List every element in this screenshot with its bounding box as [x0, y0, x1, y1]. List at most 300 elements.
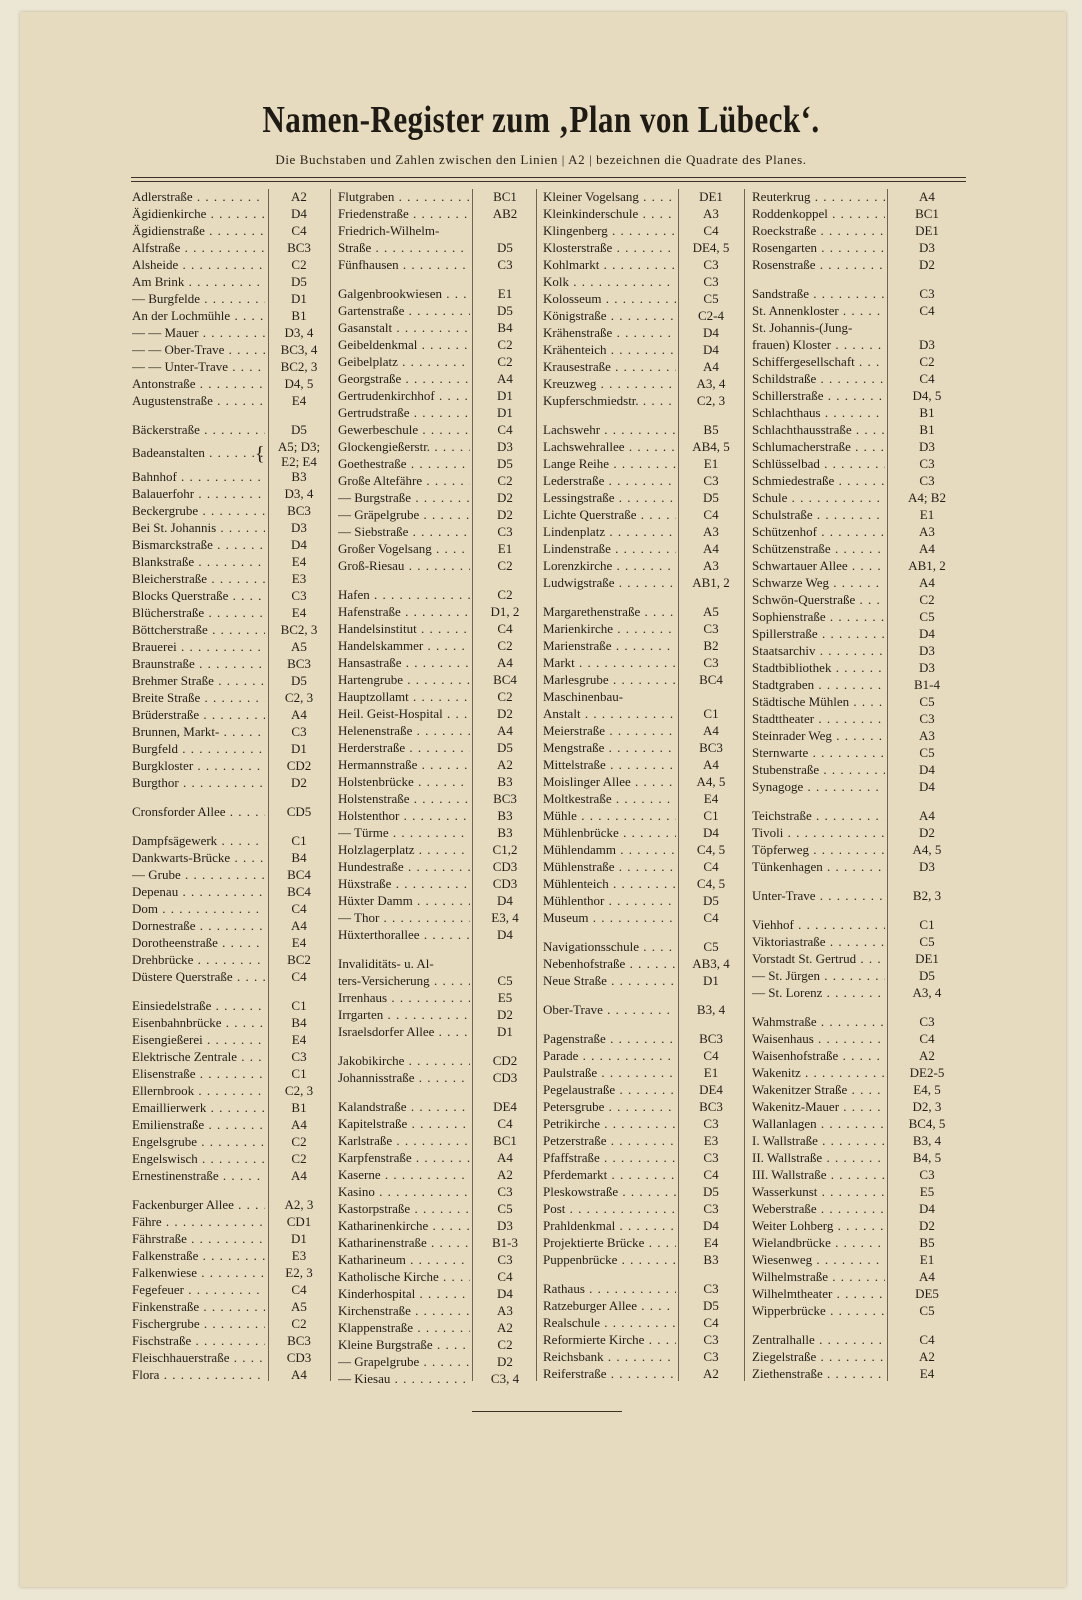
entry-name: Blücherstraße . . . [132, 605, 265, 621]
entry-grid-code: C2, 3 [696, 393, 726, 408]
entry-name: Reuterkrug . . . [752, 189, 885, 205]
entry-name: — Siebstraße . . . [338, 524, 470, 540]
entry-name: Mühlendamm . . . [543, 842, 676, 858]
entry-name: Sternwarte . . . [752, 745, 885, 761]
register-entry [752, 507, 966, 524]
register-entry [132, 469, 322, 486]
register-entry [752, 934, 966, 951]
register-entry [752, 541, 966, 558]
register-entry [338, 1133, 528, 1150]
entry-name: Kaserne . . . [338, 1167, 470, 1183]
entry-name: I. Wallstraße . . . [752, 1133, 885, 1149]
entry-grid-code: D4 [291, 206, 307, 221]
entry-name: Lindenstraße . . . [543, 541, 676, 557]
entry-grid-code: C3 [703, 1150, 719, 1165]
register-entry [752, 286, 966, 303]
entry-grid-code: B1 [291, 1100, 307, 1115]
entry-grid-code: BC4, 5 [908, 1116, 946, 1131]
entry-name: Irrenhaus . . . [338, 990, 470, 1006]
register-entry [132, 588, 322, 605]
register-entry [752, 694, 966, 711]
entry-name: Fackenburger Allee . . . [132, 1197, 265, 1213]
register-entry [132, 325, 322, 342]
entry-grid-code: D3, 4 [284, 325, 314, 340]
register-entry [752, 677, 966, 694]
register-entry [752, 660, 966, 677]
entry-name: Dom . . . [132, 901, 265, 917]
entry-name: Fischergrube . . . [132, 1316, 265, 1332]
register-entry [338, 1320, 528, 1337]
entry-grid-code: A2 [919, 1349, 935, 1364]
entry-grid-code: BC3 [699, 1031, 723, 1046]
entry-grid-code: BC3 [699, 1099, 723, 1114]
entry-name: Brüderstraße . . . [132, 707, 265, 723]
entry-name: Stadttheater . . . [752, 711, 885, 727]
register-entry [132, 639, 322, 656]
entry-name: Weiter Lohberg . . . [752, 1218, 885, 1234]
entry-name: Böttcherstraße . . . [132, 622, 265, 638]
register-entry [132, 359, 322, 376]
entry-grid-code: E3, 4 [491, 910, 519, 925]
entry-name: Reiferstraße . . . [543, 1366, 676, 1382]
entry-grid-code: A3 [919, 524, 935, 539]
entry-grid-code: C4 [703, 507, 719, 522]
entry-grid-code: B3, 4 [912, 1133, 942, 1148]
register-entry [543, 1002, 735, 1019]
entry-name: Schlachthaus . . . [752, 405, 885, 421]
entry-name: Hauptzollamt . . . [338, 689, 470, 705]
register-entry [752, 609, 966, 626]
entry-name: Städtische Mühlen . . . [752, 694, 885, 710]
entry-grid-code: B5 [919, 1235, 935, 1250]
entry-name: St. Annenkloster . . . [752, 303, 885, 319]
entry-grid-code: D4 [497, 927, 513, 942]
entry-grid-code: BC3 [287, 656, 311, 671]
register-entry [338, 1024, 528, 1041]
entry-name: Hundestraße . . . [338, 859, 470, 875]
register-entry [132, 1083, 322, 1100]
register-entry [338, 405, 528, 422]
entry-name: Wallanlagen . . . [752, 1116, 885, 1132]
entry-name: Karlstraße . . . [338, 1133, 470, 1149]
register-entry [752, 240, 966, 257]
entry-grid-code: D5 [703, 1298, 719, 1313]
entry-name: Schmiedestraße . . . [752, 473, 885, 489]
register-entry [338, 1167, 528, 1184]
entry-name: Glockengießerstr. . . . [338, 439, 470, 455]
register-entry [543, 1184, 735, 1201]
entry-name: — Burgstraße . . . [338, 490, 470, 506]
register-entry [132, 520, 322, 537]
register-entry [543, 1349, 735, 1366]
entry-name: Zentralhalle . . . [752, 1332, 885, 1348]
register-entry [543, 655, 735, 672]
entry-grid-code: A2 [919, 1048, 935, 1063]
entry-name: Ernestinenstraße . . . [132, 1168, 265, 1184]
entry-name: Wakenitz-Mauer . . . [752, 1099, 885, 1115]
register-entry [338, 206, 528, 223]
register-entry [132, 918, 322, 935]
entry-grid-code: C1 [703, 808, 719, 823]
entry-name: Dornestraße . . . [132, 918, 265, 934]
entry-grid-code: C1 [291, 1066, 307, 1081]
entry-name: Flutgraben . . . [338, 189, 470, 205]
register-entry [338, 808, 528, 825]
entry-grid-code: D3 [497, 1218, 513, 1233]
entry-grid-code: C4 [703, 1315, 719, 1330]
entry-name: Kinderhospital . . . [338, 1286, 470, 1302]
entry-name: Engelswisch . . . [132, 1151, 265, 1167]
register-entry [543, 274, 735, 291]
entry-name: Blocks Querstraße . . . [132, 588, 265, 604]
register-entry [543, 1099, 735, 1116]
entry-name: Burgkloster . . . [132, 758, 265, 774]
entry-grid-code: D1 [291, 1231, 307, 1246]
register-entry [752, 257, 966, 274]
entry-grid-code: A3 [703, 206, 719, 221]
register-entry [752, 337, 966, 354]
register-entry [543, 1065, 735, 1082]
entry-name: Paulstraße . . . [543, 1065, 676, 1081]
entry-name: Petersgrube . . . [543, 1099, 676, 1115]
entry-grid-code: AB1, 2 [692, 575, 730, 590]
register-entry [338, 240, 528, 257]
entry-grid-code: D3 [291, 520, 307, 535]
register-entry [752, 1366, 966, 1383]
entry-grid-code: CD1 [286, 1214, 312, 1229]
register-entry [752, 762, 966, 779]
entry-grid-code: A3 [703, 558, 719, 573]
entry-name: — Thor . . . [338, 910, 470, 926]
entry-grid-code: E4 [703, 1235, 719, 1250]
register-entry [752, 206, 966, 223]
entry-name: Kirchenstraße . . . [338, 1303, 470, 1319]
entry-name: Dankwarts-Brücke . . . [132, 850, 265, 866]
entry-name: Ägidienstraße . . . [132, 223, 265, 239]
entry-name: Drehbrücke . . . [132, 952, 265, 968]
register-entry [132, 884, 322, 901]
entry-grid-code: C3 [703, 621, 719, 636]
entry-grid-code: C2 [497, 558, 513, 573]
entry-grid-code: C5 [497, 973, 513, 988]
entry-grid-code: E1 [703, 1065, 719, 1080]
register-entry [752, 842, 966, 859]
entry-grid-code: B3 [497, 774, 513, 789]
entry-grid-code: BC3 [287, 1333, 311, 1348]
entry-grid-code: D2 [919, 257, 935, 272]
register-entry [543, 439, 735, 456]
register-entry [543, 1116, 735, 1133]
entry-grid-code: CD5 [286, 804, 312, 819]
entry-name: Lindenplatz . . . [543, 524, 676, 540]
entry-name: Pagenstraße . . . [543, 1031, 676, 1047]
entry-name: Emaillierwerk . . . [132, 1100, 265, 1116]
entry-grid-code: D4 [919, 762, 935, 777]
entry-grid-code: C4 [703, 223, 719, 238]
register-entry [338, 859, 528, 876]
register-column-1 [132, 189, 322, 1384]
entry-name: Gertrudenkirchhof . . . [338, 388, 470, 404]
register-entry [543, 939, 735, 956]
entry-name: Braunstraße . . . [132, 656, 265, 672]
register-entry [752, 859, 966, 876]
register-entry [543, 1235, 735, 1252]
entry-grid-code: A4 [919, 541, 935, 556]
entry-grid-code: D5 [703, 893, 719, 908]
register-entry [338, 774, 528, 791]
entry-name: Katholische Kirche . . . [338, 1269, 470, 1285]
register-entry [132, 1032, 322, 1049]
entry-grid-code: A2 [703, 1366, 719, 1381]
entry-name: Kleinkinderschule . . . [543, 206, 676, 222]
entry-name: Museum . . . [543, 910, 676, 926]
entry-name: Wasserkunst . . . [752, 1184, 885, 1200]
entry-name: Am Brink . . . [132, 274, 265, 290]
entry-grid-code: C4 [703, 1048, 719, 1063]
entry-name: Prahldenkmal . . . [543, 1218, 676, 1234]
entry-name: Invaliditäts- u. Al- [338, 956, 434, 971]
entry-grid-code: C2 [497, 689, 513, 704]
register-entry [338, 189, 528, 206]
register-entry [338, 286, 528, 303]
register-entry [132, 1049, 322, 1066]
entry-name: Fischstraße . . . [132, 1333, 265, 1349]
entry-name: — — Unter-Trave . . . [132, 359, 265, 375]
entry-grid-code: C3 [919, 711, 935, 726]
entry-name: Brauerei . . . [132, 639, 265, 655]
register-entry [752, 728, 966, 745]
page-subtitle: Die Buchstaben und Zahlen zwischen den Linien | A2 | bezeichnen die Quadrate des Planes. [275, 152, 807, 167]
entry-name: Elisenstraße . . . [132, 1066, 265, 1082]
entry-grid-code: BC4 [287, 884, 311, 899]
register-entry [752, 1235, 966, 1252]
register-entry [752, 388, 966, 405]
entry-grid-code: AB1, 2 [908, 558, 946, 573]
register-entry [752, 1218, 966, 1235]
entry-grid-code: A5; D3; E2; E4 [277, 439, 321, 469]
entry-name: — Burgfelde . . . [132, 291, 265, 307]
entry-grid-code: A4 [919, 1269, 935, 1284]
entry-grid-code: B1 [291, 308, 307, 323]
entry-name: Cronsforder Allee . . . [132, 804, 265, 820]
entry-name: — St. Lorenz . . . [752, 985, 885, 1001]
entry-name: — Kiesau . . . [338, 1371, 470, 1387]
register-entry [543, 893, 735, 910]
register-entry [752, 1082, 966, 1099]
register-entry [543, 1031, 735, 1048]
entry-grid-code: C2 [291, 1151, 307, 1166]
register-entry [752, 1252, 966, 1269]
register-entry [338, 1007, 528, 1024]
register-entry [338, 689, 528, 706]
column-divider [678, 189, 679, 1381]
entry-grid-code: E2, 3 [285, 1265, 313, 1280]
entry-grid-code: D5 [291, 274, 307, 289]
brace-glyph: { [255, 443, 265, 465]
entry-name: Ober-Trave . . . [543, 1002, 676, 1018]
entry-name: Navigationsschule . . . [543, 939, 676, 955]
entry-name: Viehhof . . . [752, 917, 885, 933]
entry-name: Badeanstalten . . . [132, 445, 265, 461]
entry-grid-code: C3 [497, 257, 513, 272]
register-column-3 [543, 189, 735, 1383]
entry-grid-code: DE4 [699, 1082, 723, 1097]
register-entry [132, 673, 322, 690]
entry-name: Schwartauer Allee . . . [752, 558, 885, 574]
register-entry [543, 1366, 735, 1383]
entry-grid-code: C5 [919, 934, 935, 949]
register-entry [752, 303, 966, 320]
register-entry [338, 757, 528, 774]
register-entry [338, 842, 528, 859]
register-entry [338, 456, 528, 473]
entry-name: Anstalt . . . [543, 706, 676, 722]
entry-name: Breite Straße . . . [132, 690, 265, 706]
column-divider [887, 189, 888, 1381]
entry-name: Schützenhof . . . [752, 524, 885, 540]
register-entry [338, 1184, 528, 1201]
entry-grid-code: C5 [703, 291, 719, 306]
register-entry [338, 956, 528, 973]
entry-grid-code: AB4, 5 [692, 439, 730, 454]
entry-name: Balauerfohr . . . [132, 486, 265, 502]
entry-grid-code: B1-3 [492, 1235, 518, 1250]
entry-grid-code: D2 [497, 490, 513, 505]
entry-name: Rathaus . . . [543, 1281, 676, 1297]
entry-name: Johannisstraße . . . [338, 1070, 470, 1086]
entry-name: Lachswehr . . . [543, 422, 676, 438]
entry-grid-code: C5 [919, 694, 935, 709]
entry-name: Mengstraße . . . [543, 740, 676, 756]
entry-grid-code: D2 [497, 1354, 513, 1369]
register-entry [752, 575, 966, 592]
register-entry [132, 758, 322, 775]
entry-name: Steinrader Weg . . . [752, 728, 885, 744]
register-entry [338, 740, 528, 757]
entry-name: Stadtbibliothek . . . [752, 660, 885, 676]
entry-grid-code: C4 [497, 422, 513, 437]
entry-name: Roddenkoppel . . . [752, 206, 885, 222]
register-entry [543, 638, 735, 655]
page-title: Namen-Register zum ‚Plan von Lübeck‘. [262, 99, 820, 141]
entry-grid-code: BC2, 3 [280, 622, 318, 637]
register-entry [752, 825, 966, 842]
entry-grid-code: BC1 [493, 1133, 517, 1148]
register-entry [543, 541, 735, 558]
entry-name: Stubenstraße . . . [752, 762, 885, 778]
entry-name: Hafen . . . [338, 587, 470, 603]
entry-grid-code: D4 [291, 537, 307, 552]
register-entry [338, 1150, 528, 1167]
register-entry [543, 706, 735, 723]
entry-name: Dorotheenstraße . . . [132, 935, 265, 951]
entry-name: Großer Vogelsang . . . [338, 541, 470, 557]
entry-grid-code: C3 [703, 1116, 719, 1131]
register-entry [543, 689, 735, 706]
entry-grid-code: C2 [497, 587, 513, 602]
register-entry [752, 1303, 966, 1320]
entry-grid-code: AB2 [492, 206, 518, 221]
register-entry [132, 804, 322, 821]
register-entry [338, 439, 528, 456]
entry-grid-code: AB3, 4 [692, 956, 730, 971]
entry-grid-code: A4 [497, 655, 513, 670]
register-entry [338, 1286, 528, 1303]
entry-grid-code: B2, 3 [912, 888, 942, 903]
register-entry [752, 1065, 966, 1082]
entry-grid-code: C4 [291, 1282, 307, 1297]
register-entry [132, 969, 322, 986]
entry-grid-code: D2, 3 [912, 1099, 942, 1114]
entry-name: — St. Jürgen . . . [752, 968, 885, 984]
entry-name: Mühlenstraße . . . [543, 859, 676, 875]
register-entry [543, 473, 735, 490]
register-entry [543, 558, 735, 575]
register-entry [752, 1014, 966, 1031]
entry-name: Krähenstraße . . . [543, 325, 676, 341]
register-entry [543, 507, 735, 524]
entry-grid-code: B3 [703, 1252, 719, 1267]
entry-name: Bismarckstraße . . . [132, 537, 265, 553]
entry-grid-code: D1, 2 [490, 604, 520, 619]
entry-name: Ziethenstraße . . . [752, 1366, 885, 1382]
register-entry [132, 605, 322, 622]
entry-name: Herderstraße . . . [338, 740, 470, 756]
entry-grid-code: D1 [497, 405, 513, 420]
entry-grid-code: C5 [919, 1303, 935, 1318]
entry-name: Mühle . . . [543, 808, 676, 824]
register-entry [132, 393, 322, 410]
register-entry [543, 223, 735, 240]
register-entry [543, 240, 735, 257]
register-entry [543, 342, 735, 359]
entry-grid-code: B4 [291, 1015, 307, 1030]
register-entry [752, 405, 966, 422]
register-entry [543, 842, 735, 859]
entry-name: Bäckerstraße . . . [132, 422, 265, 438]
entry-grid-code: CD3 [492, 876, 518, 891]
entry-grid-code: E4 [703, 791, 719, 806]
entry-grid-code: D4, 5 [284, 376, 314, 391]
entry-name: Weberstraße . . . [752, 1201, 885, 1217]
entry-name: — Grube . . . [132, 867, 265, 883]
entry-grid-code: D5 [497, 303, 513, 318]
entry-name: Wakenitzer Straße . . . [752, 1082, 885, 1098]
entry-grid-code: E3 [703, 1133, 719, 1148]
register-entry [543, 621, 735, 638]
register-entry [132, 1248, 322, 1265]
register-column-2 [338, 189, 528, 1388]
entry-grid-code: D4 [703, 325, 719, 340]
register-entry [132, 741, 322, 758]
register-entry [132, 952, 322, 969]
register-entry [752, 1269, 966, 1286]
entry-grid-code: E5 [919, 1184, 935, 1199]
entry-name: Falkenwiese . . . [132, 1265, 265, 1281]
entry-name: Gertrudstraße . . . [338, 405, 470, 421]
entry-grid-code: C2, 3 [284, 1083, 314, 1098]
entry-name: Tivoli . . . [752, 825, 885, 841]
register-entry [543, 206, 735, 223]
register-entry [338, 706, 528, 723]
entry-name: Fegefeuer . . . [132, 1282, 265, 1298]
entry-name: Beckergrube . . . [132, 503, 265, 519]
entry-name: Holzlagerplatz . . . [338, 842, 470, 858]
entry-name: Einsiedelstraße . . . [132, 998, 265, 1014]
entry-grid-code: C2 [497, 638, 513, 653]
entry-grid-code: BC3 [287, 240, 311, 255]
entry-grid-code: B2 [703, 638, 719, 653]
